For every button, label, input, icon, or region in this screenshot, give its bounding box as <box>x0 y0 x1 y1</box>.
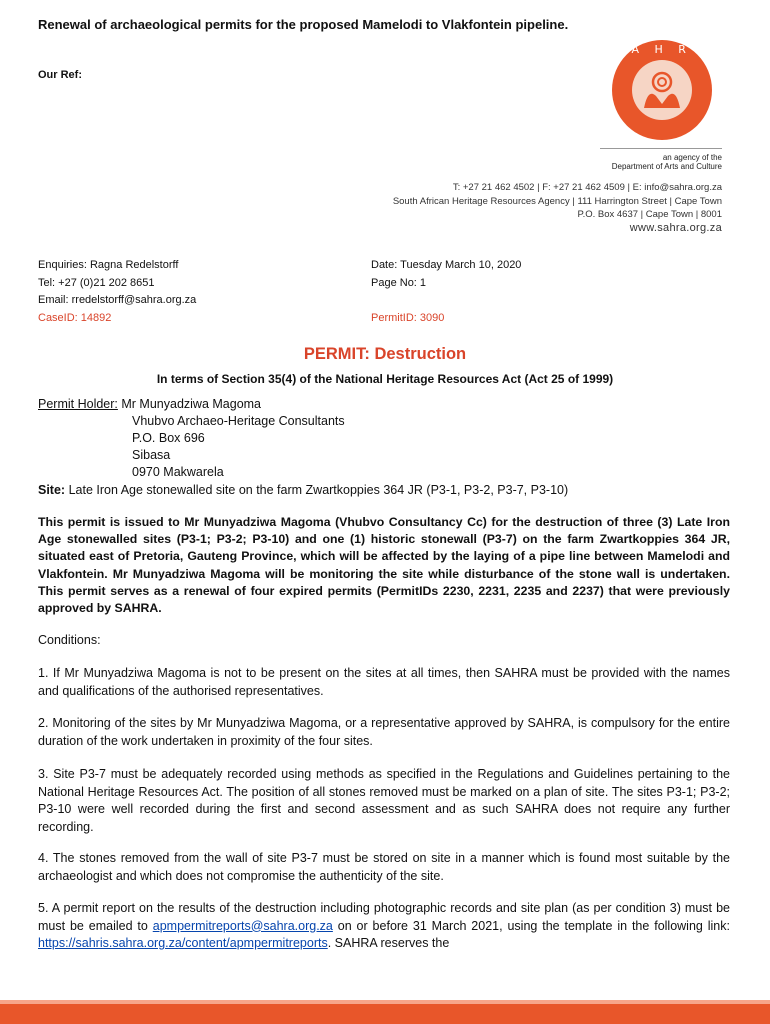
footer-bar <box>0 1000 770 1024</box>
document-title: Renewal of archaeological permits for the proposed Mamelodi to Vlakfontein pipeline. <box>38 17 569 32</box>
permit-holder-label: Permit Holder: <box>38 397 118 411</box>
website-link[interactable]: www.sahra.org.za <box>629 221 722 234</box>
sahra-logo <box>596 38 728 148</box>
enquiries-tel: Tel: +27 (0)21 202 8651 <box>38 276 155 289</box>
holder-address-line: Sibasa <box>132 448 171 462</box>
report-template-link[interactable]: https://sahris.sahra.org.za/content/apmpermitreports <box>38 936 328 950</box>
permit-id: PermitID: 3090 <box>371 311 445 324</box>
our-ref-label: Our Ref: <box>38 69 82 81</box>
page-number: Page No: 1 <box>371 276 427 289</box>
contact-po-box-line: P.O. Box 4637 | Cape Town | 8001 <box>577 209 722 220</box>
condition-2: 2. Monitoring of the sites by Mr Munyadziwa Magoma, or a representative approved by SAHRA, is compulsory for the entire duration of the work undertaken in proximity of the four sites. <box>38 716 730 748</box>
document-date: Date: Tuesday March 10, 2020 <box>371 259 522 271</box>
holder-address-line: 0970 Makwarela <box>132 465 224 479</box>
report-email-link[interactable]: apmpermitreports@sahra.org.za <box>152 918 333 933</box>
case-id: CaseID: 14892 <box>38 311 112 324</box>
condition-5: 5. A permit report on the results of the destruction including photographic records and site plan (as per condition 3) must be must be emailed to apmpermitreports@sahra.org.za on or before 31 March 2021, using the template in the following link: https://sahris.sahra.org.za/content/apmpermitreports. SAHRA reserves the <box>38 901 730 950</box>
condition-1: 1. If Mr Munyadziwa Magoma is not to be present on the sites at all times, then SAHRA must be provided with the names and qualifications of the authorised representatives. <box>38 666 730 698</box>
site-description: Late Iron Age stonewalled site on the farm Zwartkoppies 364 JR (P3-1, P3-2, P3-7, P3-10) <box>68 483 569 497</box>
agency-line: an agency of the <box>662 153 722 162</box>
holder-address-line: Vhubvo Archaeo-Heritage Consultants <box>132 414 345 428</box>
permit-heading: PERMIT: Destruction <box>303 345 467 363</box>
enquiries-name: Enquiries: Ragna Redelstorff <box>38 259 179 271</box>
act-section-line: In terms of Section 35(4) of the National Heritage Resources Act (Act 25 of 1999) <box>156 372 614 386</box>
contact-phone-line: T: +27 21 462 4502 | F: +27 21 462 4509 | E: info@sahra.org.za <box>452 182 722 193</box>
date-block <box>371 257 521 327</box>
holder-address-line: P.O. Box 696 <box>132 431 205 445</box>
agency-block <box>600 148 722 171</box>
site-line <box>38 482 568 499</box>
enquiries-block <box>38 257 196 327</box>
contact-address-line: South African Heritage Resources Agency | 111 Harrington Street | Cape Town <box>392 195 722 207</box>
enquiries-email: Email: rredelstorff@sahra.org.za <box>38 294 197 306</box>
site-label: Site: <box>38 483 66 497</box>
permit-holder-name: Mr Munyadziwa Magoma <box>121 397 262 411</box>
logo-text: S A H R A <box>609 43 715 56</box>
contact-block <box>393 181 722 235</box>
department-name: Department of Arts and Culture <box>611 162 722 171</box>
permit-holder-block <box>38 396 345 481</box>
condition-3: 3. Site P3-7 must be adequately recorded using methods as specified in the Regulations and Guidelines pertaining to the National Heritage Resources Act. The position of all stones removed must be marked on a plan of site. The sites P3-1; P3-2; P3-10 were well recorded during the first and second assessment and as such SAHRA does not require any further recording. <box>38 767 730 834</box>
condition-4: 4. The stones removed from the wall of site P3-7 must be stored on site in a manner which is found most suitable by the archaeologist and which does not compromise the authenticity of the site. <box>38 851 730 883</box>
permit-summary: This permit is issued to Mr Munyadziwa Magoma (Vhubvo Consultancy Cc) for the destruction of three (3) Late Iron Age stonewalled sites (P3-1; P3-2; P3-10) and one (1) historic stonewall (P3-7) on the farm Zwartkoppies 364 JR, situated east of Pretoria, Gauteng Province, which will be affected by the laying of a pipe line between Mamelodi and Vlakfontein. Mr Munyadziwa Magoma will be monitoring the site while disturbance of the stone wall is undertaken. This permit serves as a renewal of four expired permits (PermitIDs 2230, 2231, 2235 and 2237) that were previously approved by SAHRA. <box>38 515 730 616</box>
conditions-label: Conditions: <box>38 633 101 647</box>
